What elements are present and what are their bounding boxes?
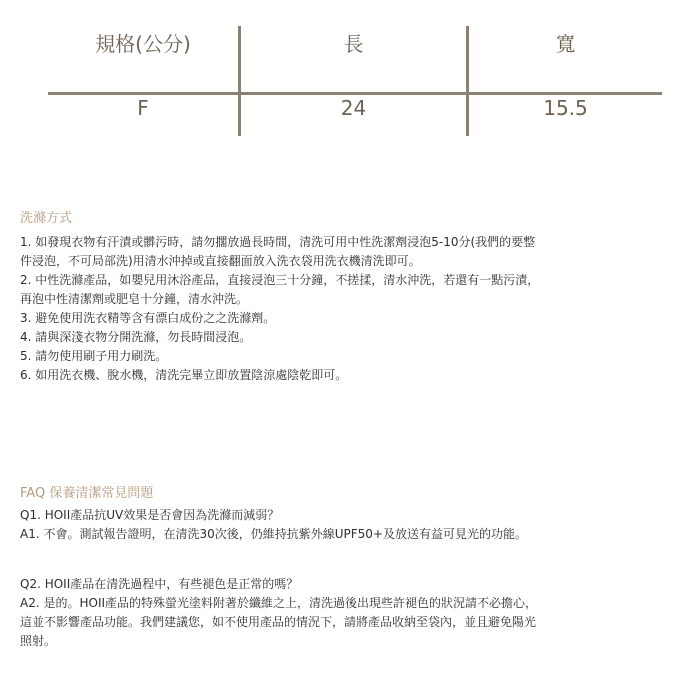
list-item: 3. 避免使用洗衣精等含有漂白成份之之洗滌劑。 (20, 311, 276, 325)
faq-title: FAQ 保養清潔常見問題 (20, 486, 154, 501)
faq-question: Q2. HOII產品在清洗過程中，有些褪色是正常的嗎？ (20, 577, 299, 591)
value-length: 24 (340, 96, 367, 120)
faq-question: Q1. HOII產品抗UV效果是否會因為洗滌而減弱？ (20, 508, 280, 522)
value-size: F (137, 96, 149, 120)
faq-answer: A1. 不會。測試報告證明，在清洗30次後，仍維持抗紫外線UPF50+及放送有益可見光的功能。 (20, 527, 527, 541)
list-item: 6. 如用洗衣機、脫水機，清洗完畢立即放置陰涼處陰乾即可。 (20, 368, 348, 382)
list-item: 1. 如發現衣物有汗漬或髒污時，請勿擱放過長時間，清洗可用中性洗潔劑浸泡5-10分(我們的要整 (20, 235, 536, 249)
list-item: 2. 中性洗滌產品，如嬰兒用沐浴產品，直接浸泡三十分鐘，不搓揉，清水沖洗，若還有一點污漬， (20, 273, 540, 287)
header-size: 規格(公分) (95, 32, 191, 56)
faq-answer: A2. 是的。HOII產品的特殊螢光塗料附著於纖維之上，清洗過後出現些許褪色的狀況請不必擔心， (20, 596, 538, 610)
washing-instructions (20, 233, 688, 385)
header-length: 長 (343, 32, 364, 56)
faq-answer: 照射。 (20, 634, 57, 648)
list-item: 再泡中性清潔劑或肥皂十分鐘，清水沖洗。 (20, 292, 249, 306)
list-item: 件浸泡，不可局部洗)用清水沖掉或直接翻面放入洗衣袋用洗衣機清洗即可。 (20, 254, 421, 268)
faq-q2 (20, 575, 688, 651)
header-width: 寬 (555, 32, 576, 56)
list-item: 4. 請與深淺衣物分開洗滌，勿長時間浸泡。 (20, 330, 252, 344)
size-table (48, 22, 662, 138)
faq-answer: 這並不影響產品功能。我們建議您，如不使用產品的情況下，請將產品收納至袋內，並且避免陽光 (20, 615, 537, 629)
washing-title: 洗滌方式 (20, 211, 73, 226)
value-width: 15.5 (543, 96, 588, 120)
table-divider-horizontal (48, 92, 662, 95)
faq-q1 (20, 506, 688, 544)
list-item: 5. 請勿使用刷子用力刷洗。 (20, 349, 168, 363)
